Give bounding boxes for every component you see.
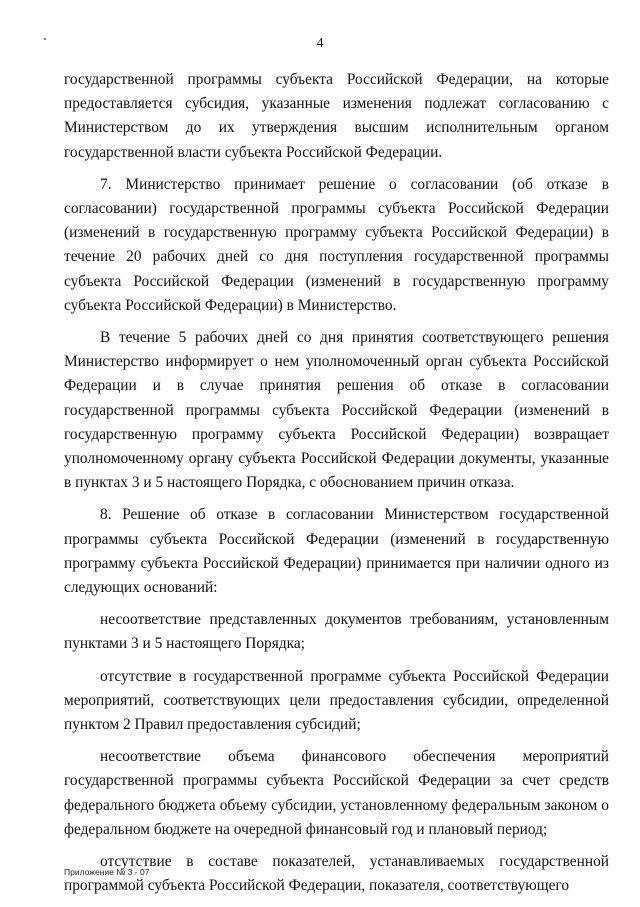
paragraph-item-7: 7. Министерство принимает решение о согласовании (об отказе в согласовании) государственной программы субъекта Российской Федерации (изменений в государственную программу субъекта Российской Федерации) в течение 20 рабочих дней со дня поступления государственной программы субъекта Российской Федерации (изменений в государственную программу субъекта Российской Федерации) в Министерство. xyxy=(64,175,609,314)
paragraph-ground-4: отсутствие в составе показателей, устанавливаемых государственной программой субъекта Российской Федерации, показателя, соответствующего xyxy=(64,853,609,895)
paragraph-ground-2: отсутствие в государственной программе субъекта Российской Федерации мероприятий, соответствующих цели предоставления субсидии, определенной пунктом 2 Правил предоставления субсидий; xyxy=(64,667,609,734)
paragraph-continuation: государственной программы субъекта Российской Федерации, на которые предоставляется субсидия, указанные изменения подлежат согласованию с Министерством до их утверждения высшим исполнительным органом государственной власти субъекта Российской Федерации. xyxy=(64,71,609,161)
paragraph-ground-3: несоответствие объема финансового обеспечения мероприятий государственной программы субъекта Российской Федерации за счет средств федерального бюджета объему субсидии, установленному федеральным законом о федеральном бюджете на очередной финансовый год и плановый период; xyxy=(64,748,609,838)
paragraph-item-8: 8. Решение об отказе в согласовании Министерством государственной программы субъекта Российской Федерации (изменений в государственную программу субъекта Российской Федерации) принимается при наличии одного из следующих оснований: xyxy=(64,506,609,597)
paragraph-notification: В течение 5 рабочих дней со дня принятия соответствующего решения Министерство информирует о нем уполномоченный орган субъекта Российской Федерации и в случае принятия решения об отказе в согласовании государственной программы субъекта Российской Федерации (изменений в государственную программу субъекта Российской Федерации) возвращает уполномоченному органу субъекта Российской Федерации документы, указанные в пунктах 3 и 5 настоящего Порядка, с обоснованием причин отказа. xyxy=(64,329,609,492)
document-body xyxy=(64,68,609,907)
footer-note: Приложение № 3 - 07 xyxy=(64,867,150,877)
page-number: 4 xyxy=(316,36,324,51)
paragraph-ground-1: несоответствие представленных документов требованиям, установленным пунктами 3 и 5 настоящего Порядка; xyxy=(64,611,609,653)
